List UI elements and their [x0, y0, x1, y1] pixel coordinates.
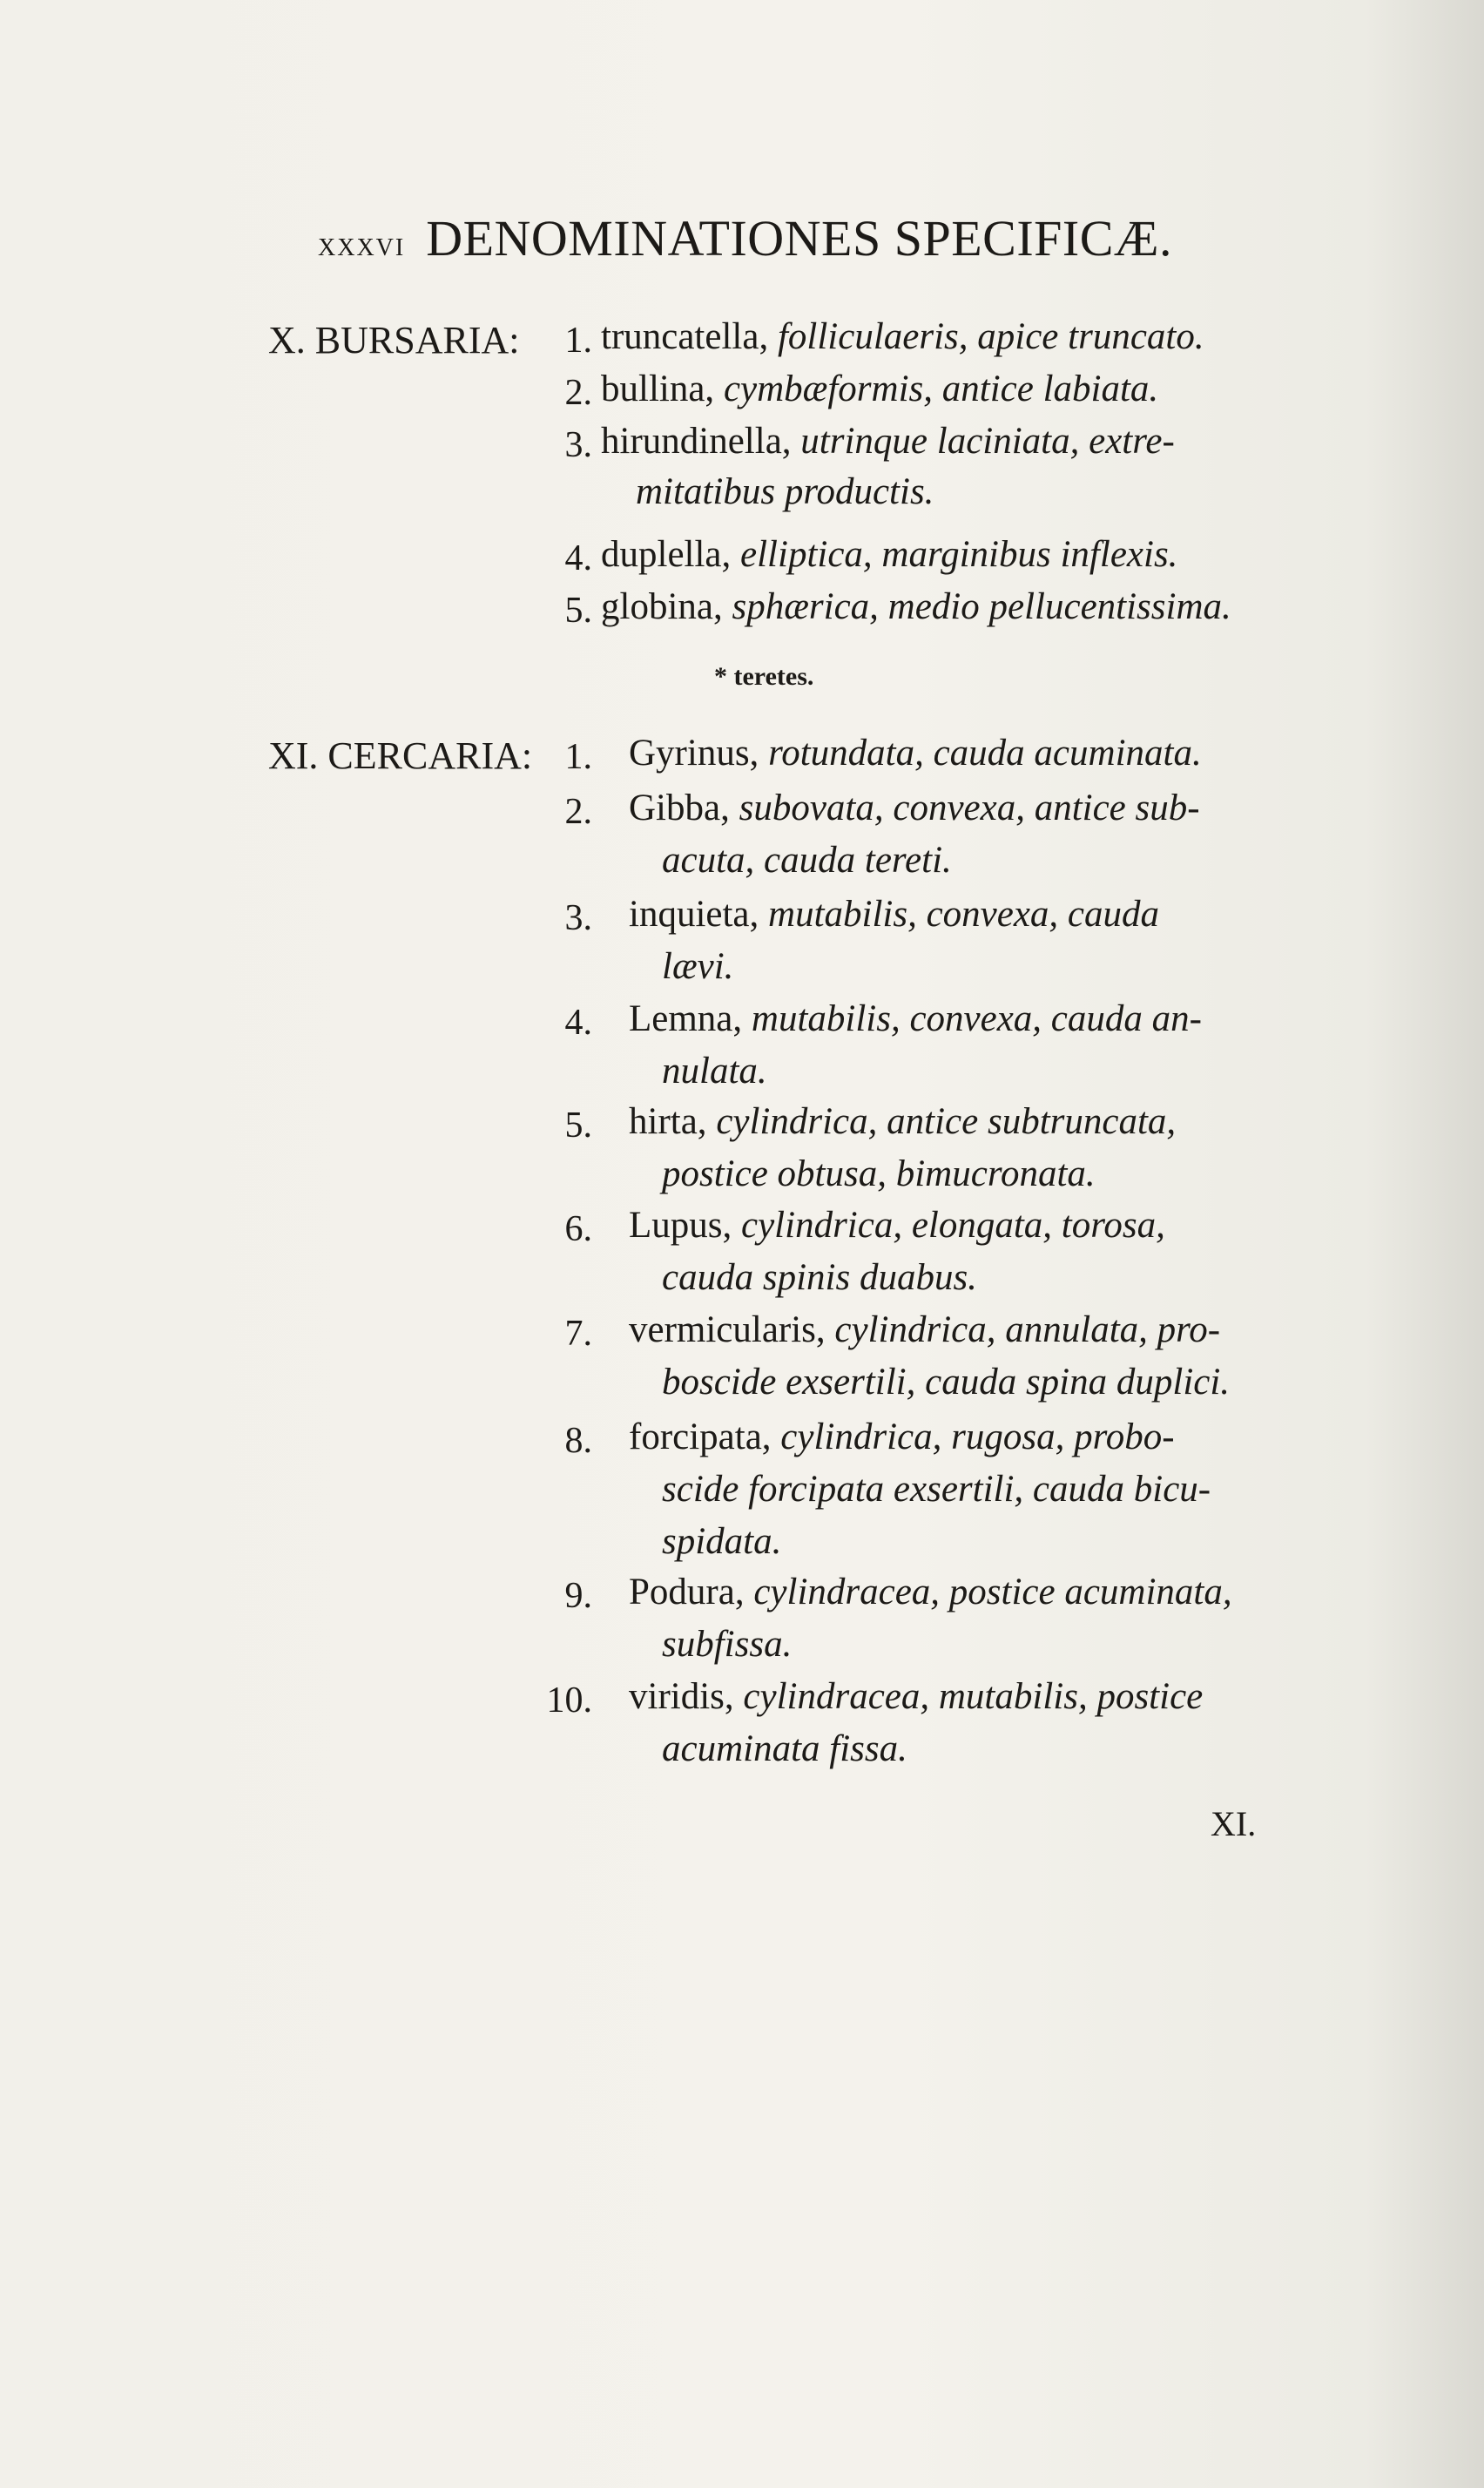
entry-number: 3.	[564, 425, 592, 465]
species-name: Lupus,	[629, 1205, 732, 1246]
entry-line	[601, 315, 1204, 358]
entry-number: 1.	[564, 737, 592, 777]
entry-line	[629, 893, 1159, 936]
entry-number: 1.	[564, 321, 592, 361]
entry-continuation: boscide exsertili, cauda spina duplici.	[662, 1362, 1231, 1403]
entry-continuation: nulata.	[662, 1051, 767, 1092]
species-name: viridis,	[629, 1676, 734, 1717]
species-description: cylindracea, mutabilis, postice	[743, 1676, 1204, 1717]
species-description: sphærica, medio pellucentissima.	[732, 586, 1231, 627]
entry-continuation: subfissa.	[662, 1624, 793, 1665]
species-description: subovata, convexa, antice sub-	[739, 788, 1200, 828]
species-description: cylindracea, postice acuminata,	[753, 1572, 1232, 1612]
entry-line	[629, 1571, 1232, 1613]
species-description: mutabilis, convexa, cauda	[768, 894, 1160, 935]
genus-heading-bursaria: X. BURSARIA:	[268, 319, 520, 362]
entry-continuation: spidata.	[662, 1521, 782, 1562]
entry-number: 4.	[564, 538, 592, 578]
species-description: elliptica, marginibus inflexis.	[740, 534, 1178, 575]
entry-number: 8.	[564, 1421, 592, 1461]
running-head	[318, 209, 1172, 267]
entry-number: 9.	[564, 1576, 592, 1616]
species-name: duplella,	[601, 534, 732, 575]
entry-line	[601, 533, 1177, 576]
entry-line	[629, 787, 1200, 829]
species-description: utrinque laciniata, extre-	[800, 421, 1175, 462]
species-name: Podura,	[629, 1572, 745, 1612]
species-description: cymbæformis, antice labiata.	[723, 368, 1159, 409]
entry-line	[629, 1308, 1220, 1351]
subgroup-note: * teretes.	[714, 662, 814, 691]
species-name: Gyrinus,	[629, 733, 759, 774]
entry-number: 3.	[564, 898, 592, 938]
species-name: bullina,	[601, 368, 715, 409]
entry-line	[601, 420, 1175, 463]
entry-line	[629, 997, 1202, 1040]
species-name: hirundinella,	[601, 421, 792, 462]
species-description: cylindrica, annulata, pro-	[834, 1309, 1221, 1350]
entry-line	[629, 732, 1202, 774]
species-name: Gibba,	[629, 788, 730, 828]
species-description: rotundata, cauda acuminata.	[768, 733, 1202, 774]
entry-continuation: postice obtusa, bimucronata.	[662, 1153, 1096, 1194]
entry-number: 2.	[564, 792, 592, 832]
page-title: DENOMINATIONES SPECIFICÆ.	[426, 210, 1173, 267]
entry-line	[629, 1416, 1175, 1458]
entry-number: 2.	[564, 373, 592, 413]
entry-continuation: scide forcipata exsertili, cauda bicu-	[662, 1469, 1211, 1510]
species-name: hirta,	[629, 1101, 707, 1142]
species-name: forcipata,	[629, 1416, 772, 1457]
entry-continuation: cauda spinis duabus.	[662, 1257, 977, 1298]
species-description: cylindrica, rugosa, probo-	[780, 1416, 1175, 1457]
species-name: globina,	[601, 586, 723, 627]
species-description: folliculaeris, apice truncato.	[777, 316, 1204, 357]
entry-continuation: acuminata fissa.	[662, 1728, 907, 1769]
species-name: Lemna,	[629, 998, 743, 1039]
entry-continuation: acuta, cauda tereti.	[662, 840, 952, 881]
species-description: cylindrica, elongata, torosa,	[741, 1205, 1165, 1246]
species-description: cylindrica, antice subtruncata,	[716, 1101, 1177, 1142]
entry-number: 4.	[564, 1003, 592, 1043]
entry-continuation: lævi.	[662, 946, 734, 987]
catchword: XI.	[1211, 1804, 1257, 1843]
species-name: vermicularis,	[629, 1309, 826, 1350]
entry-continuation: mitatibus productis.	[636, 471, 934, 512]
species-description: mutabilis, convexa, cauda an-	[751, 998, 1202, 1039]
entry-line	[629, 1100, 1176, 1143]
species-name: truncatella,	[601, 316, 769, 357]
entry-line	[629, 1204, 1165, 1247]
page-number: xxxvi	[318, 224, 406, 263]
entry-line	[601, 368, 1158, 410]
entry-number: 10.	[546, 1680, 592, 1721]
entry-number: 7.	[564, 1314, 592, 1354]
entry-number: 6.	[564, 1209, 592, 1249]
entry-number: 5.	[564, 591, 592, 631]
entry-line	[629, 1675, 1203, 1718]
entry-line	[601, 585, 1231, 628]
species-name: inquieta,	[629, 894, 759, 935]
entry-number: 5.	[564, 1105, 592, 1146]
genus-heading-cercaria: XI. CERCARIA:	[268, 734, 533, 777]
